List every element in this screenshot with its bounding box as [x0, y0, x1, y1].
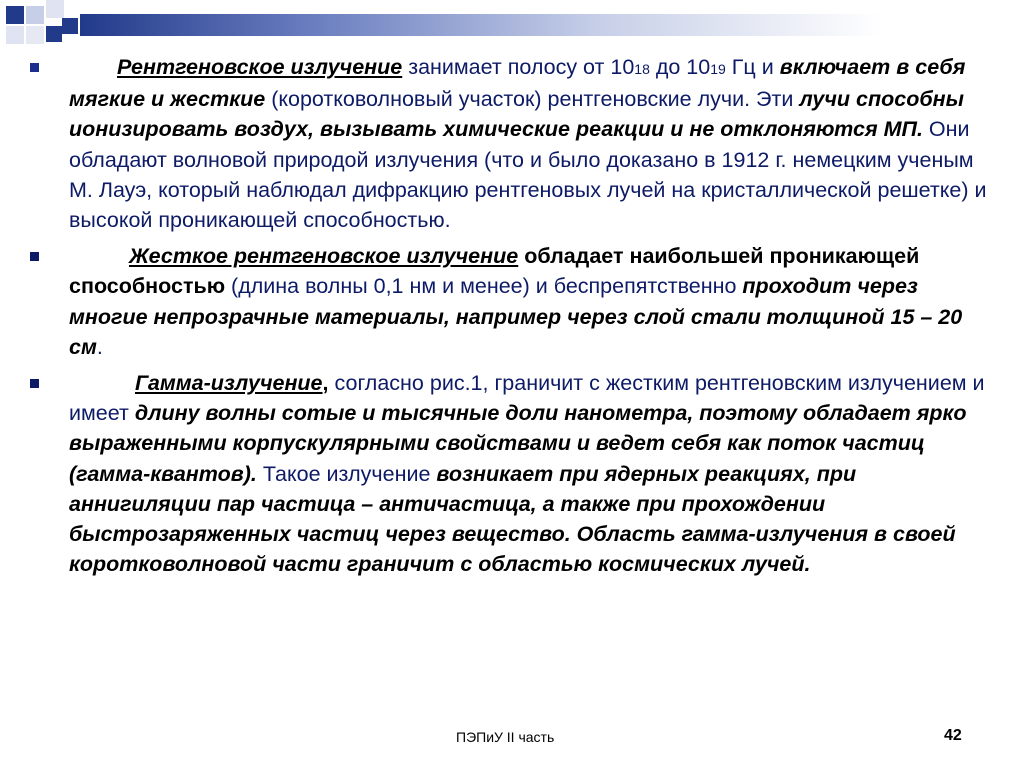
- emphasis-span: обладает наибольшей проникающей способностью: [69, 244, 920, 299]
- paragraph-gamma: [28, 368, 998, 579]
- emphasis-span: лучи способны ионизировать воздух, вызывать химические реакции и не отклоняются МП.: [69, 87, 965, 142]
- text-span: (длина волны 0,1 нм и менее) и беспрепятственно: [225, 274, 743, 299]
- text-span: Они обладают волновой природой излучения (что и было доказано в 1912 г. немецким ученым М. Лауэ, который наблюдал дифракцию рентгеновых лучей на кристаллической решетке) и высокой проникающей способностью.: [69, 117, 987, 233]
- bullet-icon: [30, 63, 39, 72]
- paragraph-hard-xray: [28, 241, 998, 362]
- emphasis-span: включает в себя мягкие и жесткие: [69, 55, 966, 112]
- text-span: Такое излучение: [256, 461, 437, 486]
- term-hard-xray: Жесткое рентгеновское излучение: [129, 244, 519, 269]
- deco-square: [46, 26, 62, 42]
- deco-square: [62, 18, 78, 34]
- deco-square: [26, 6, 44, 24]
- paragraph-xray: [28, 52, 998, 235]
- header-decoration: [0, 0, 1024, 60]
- deco-square: [6, 26, 24, 44]
- emphasis-span: длину волны сотые и тысячные доли нанометра, поэтому обладает ярко выраженными корпускулярными свойствами и ведет себя как поток частиц (гамма-квантов).: [69, 401, 967, 486]
- exponent-18: 18: [634, 61, 650, 77]
- slide-footer: [0, 727, 1024, 749]
- bullet-icon: [30, 379, 39, 388]
- text-span: ,: [322, 371, 329, 396]
- deco-square: [6, 6, 24, 24]
- text-span: до 10: [649, 55, 711, 79]
- emphasis-span: возникает при ядерных реакциях, при аннигиляции пар частица – античастица, а также при прохождении быстрозаряженных частиц через вещество. Область гамма-излучения в своей коротковолновой части граничит с областью космических лучей.: [69, 461, 956, 577]
- slide-body: [28, 52, 998, 585]
- deco-square: [26, 26, 44, 44]
- text-span: согласно рис.1, граничит с жестким рентгеновским излучением и имеет: [69, 371, 985, 426]
- term-gamma: Гамма-излучение: [135, 371, 323, 396]
- text-span: Гц и: [725, 55, 780, 79]
- text-span: .: [96, 334, 103, 359]
- text-span: (коротковолновый участок) рентгеновские лучи. Эти: [265, 87, 800, 112]
- exponent-19: 19: [710, 61, 726, 77]
- term-xray: Рентгеновское излучение: [117, 55, 403, 79]
- bullet-icon: [30, 252, 39, 261]
- emphasis-span: проходит через многие непрозрачные материалы, например через слой стали толщиной 15 – 20 см: [69, 274, 963, 359]
- footer-title: ПЭПиУ II часть: [456, 729, 555, 745]
- header-gradient-bar: [80, 14, 1024, 36]
- text-span: занимает полосу от 10: [402, 55, 635, 79]
- page-number: 42: [944, 727, 962, 744]
- deco-square: [46, 0, 64, 18]
